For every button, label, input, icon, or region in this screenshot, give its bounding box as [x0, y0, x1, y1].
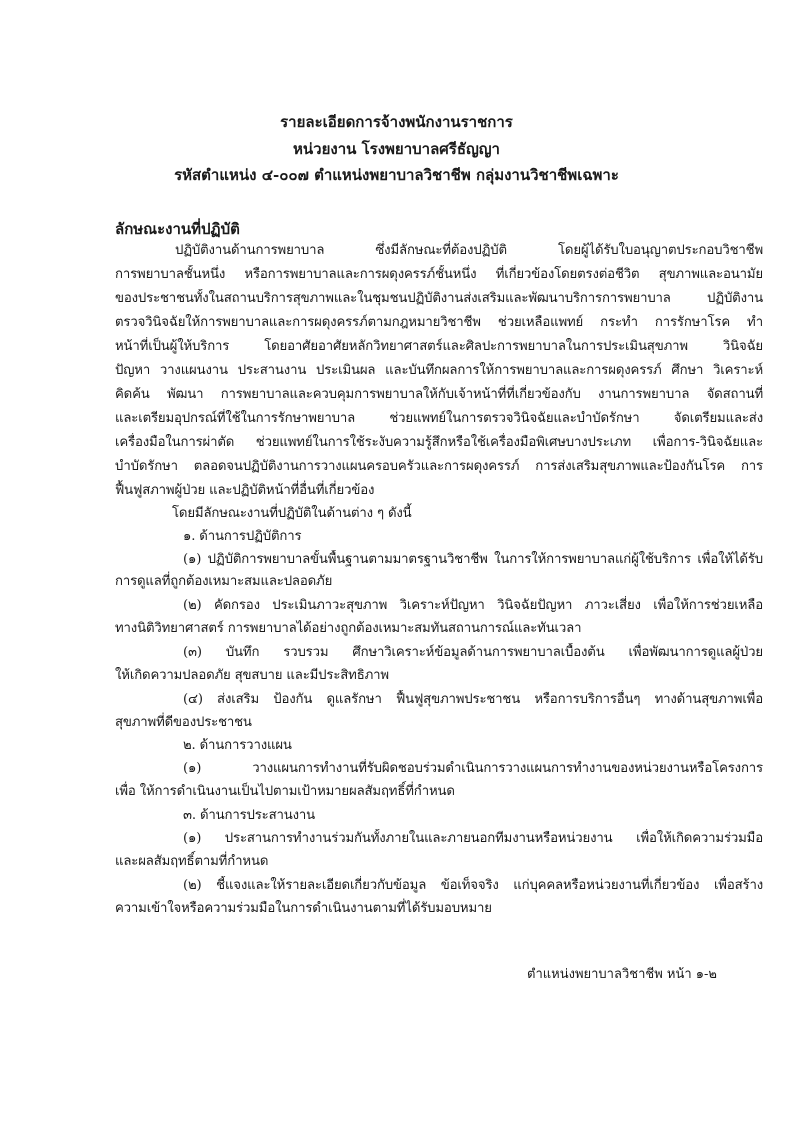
intro-line: ปฏิบัติงานด้านการพยาบาล ซึ่งมีลักษณะที่ต้องปฏิบัติ โดยผู้ได้รับใบอนุญาตประกอบวิชาชีพ — [175, 243, 763, 258]
intro-line: หน้าที่เป็นผู้ให้บริการ โดยอาศัยอาศัยหลักวิทยาศาสตร์และศิลปะการพยาบาลในการประเมินสุขภาพ วินิจฉัย — [115, 339, 763, 354]
area3-item1: (๑) ประสานการทำงานร่วมกันทั้งภายในและภายนอกทีมงานหรือหน่วยงาน เพื่อให้เกิดความร่วมมือ — [183, 831, 763, 846]
intro-line: บำบัดรักษา ตลอดจนปฏิบัติงานการวางแผนครอบครัวและการผดุงครรภ์ การส่งเสริมสุขภาพและป้องกันโรค การ — [115, 459, 763, 474]
intro-line: ของประชาชนทั้งในสถานบริการสุขภาพและในชุมชนปฏิบัติงานส่งเสริมและพัฒนาบริการการพยาบาล ปฏิบัติงาน — [115, 291, 763, 306]
area1-item1-cont: การดูแลที่ถูกต้องเหมาะสมและปลอดภัย — [115, 574, 333, 589]
area3-item1-cont: และผลสัมฤทธิ์ตามที่กำหนด — [115, 854, 269, 869]
area2-item1-cont: เพื่อ ให้การดำเนินงานเป็นไปตามเป้าหมายผลสัมฤทธิ์ที่กำหนด — [115, 784, 455, 799]
intro-line: การพยาบาลชั้นหนึ่ง หรือการพยาบาลและการผดุงครรภ์ชั้นหนึ่ง ที่เกี่ยวข้องโดยตรงต่อชีวิต สุขภาพและอนามัย — [115, 267, 763, 282]
intro-line: ปัญหา วางแผนงาน ประสานงาน ประเมินผล และบันทึกผลการให้การพยาบาลและการผดุงครรภ์ ศึกษา วิเคราะห์ — [115, 363, 763, 378]
area3-item2-cont: ความเข้าใจหรือความร่วมมือในการดำเนินงานตามที่ได้รับมอบหมาย — [115, 901, 492, 916]
intro-line: ฟื้นฟูสภาพผู้ป่วย และปฏิบัติหน้าที่อื่นที่เกี่ยวข้อง — [115, 483, 375, 498]
area3-title: ๓. ด้านการประสานงาน — [183, 808, 316, 823]
area1-item2: (๒) คัดกรอง ประเมินภาวะสุขภาพ วิเคราะห์ปัญหา วินิจฉัยปัญหา ภาวะเสี่ยง เพื่อให้การช่วยเหลือ — [183, 598, 763, 613]
lead-text: โดยมีลักษณะงานที่ปฏิบัติในด้านต่าง ๆ ดังนี้ — [172, 506, 412, 521]
area1-item1: (๑) ปฏิบัติการพยาบาลขั้นพื้นฐานตามมาตรฐานวิชาชีพ ในการให้การพยาบาลแก่ผู้ใช้บริการ เพื่อให้ได้รับ — [183, 552, 763, 567]
area1-item4-cont: สุขภาพที่ดีของประชาชน — [115, 715, 252, 730]
area1-item3: (๓) บันทึก รวบรวม ศึกษาวิเคราะห์ข้อมูลด้านการพยาบาลเบื้องต้น เพื่อพัฒนาการดูแลผู้ป่วย — [183, 645, 763, 660]
area1-item3-cont: ให้เกิดความปลอดภัย สุขสบาย และมีประสิทธิภาพ — [115, 668, 389, 683]
area2-item1: (๑) วางแผนการทำงานที่รับผิดชอบร่วมดำเนินการวางแผนการทำงานของหน่วยงานหรือโครงการ — [183, 761, 763, 776]
area2-title: ๒. ด้านการวางแผน — [183, 738, 292, 753]
document-title: รายละเอียดการจ้างพนักงานราชการ — [280, 113, 513, 131]
area3-item2: (๒) ชี้แจงและให้รายละเอียดเกี่ยวกับข้อมูล ข้อเท็จจริง แก่บุคคลหรือหน่วยงานที่เกี่ยวข้อง เพื่อสร้าง — [183, 878, 763, 893]
area1-item4: (๔) ส่งเสริม ป้องกัน ดูแลรักษา ฟื้นฟูสุขภาพประชาชน หรือการบริการอื่นๆ ทางด้านสุขภาพเพื่อ — [183, 692, 763, 707]
position-code-line: รหัสตำแหน่ง ๔-๐๐๗ ตำแหน่งพยาบาลวิชาชีพ กลุ่มงานวิชาชีพเฉพาะ — [174, 166, 619, 184]
area1-title: ๑. ด้านการปฏิบัติการ — [183, 529, 302, 544]
intro-line: ตรวจวินิจฉัยให้การพยาบาลและการผดุงครรภ์ตามกฎหมายวิชาชีพ ช่วยเหลือแพทย์ กระทำ การรักษาโรค ทำ — [115, 315, 763, 330]
page-footer: ตำแหน่งพยาบาลวิชาชีพ หน้า ๑-๒ — [527, 967, 717, 982]
agency-line: หน่วยงาน โรงพยาบาลศรีธัญญา — [293, 140, 500, 158]
section-heading: ลักษณะงานที่ปฏิบัติ — [115, 220, 240, 238]
area1-item2-cont: ทางนิติวิทยาศาสตร์ การพยาบาลได้อย่างถูกต้องเหมาะสมทันสถานการณ์และทันเวลา — [115, 621, 582, 636]
intro-line: เครื่องมือในการผ่าตัด ช่วยแพทย์ในการใช้ระงับความรู้สึกหรือใช้เครื่องมือพิเศษบางประเภท เพื่อการ-วินิจฉัยและ — [115, 435, 763, 450]
intro-line: คิดค้น พัฒนา การพยาบาลและควบคุมการพยาบาลให้กับเจ้าหน้าที่ที่เกี่ยวข้องกับ งานการพยาบาล จัดสถานที่ — [115, 387, 763, 402]
intro-line: และเตรียมอุปกรณ์ที่ใช้ในการรักษาพยาบาล ช่วยแพทย์ในการตรวจวินิจฉัยและบำบัดรักษา จัดเตรียมและส่ง — [115, 411, 763, 426]
